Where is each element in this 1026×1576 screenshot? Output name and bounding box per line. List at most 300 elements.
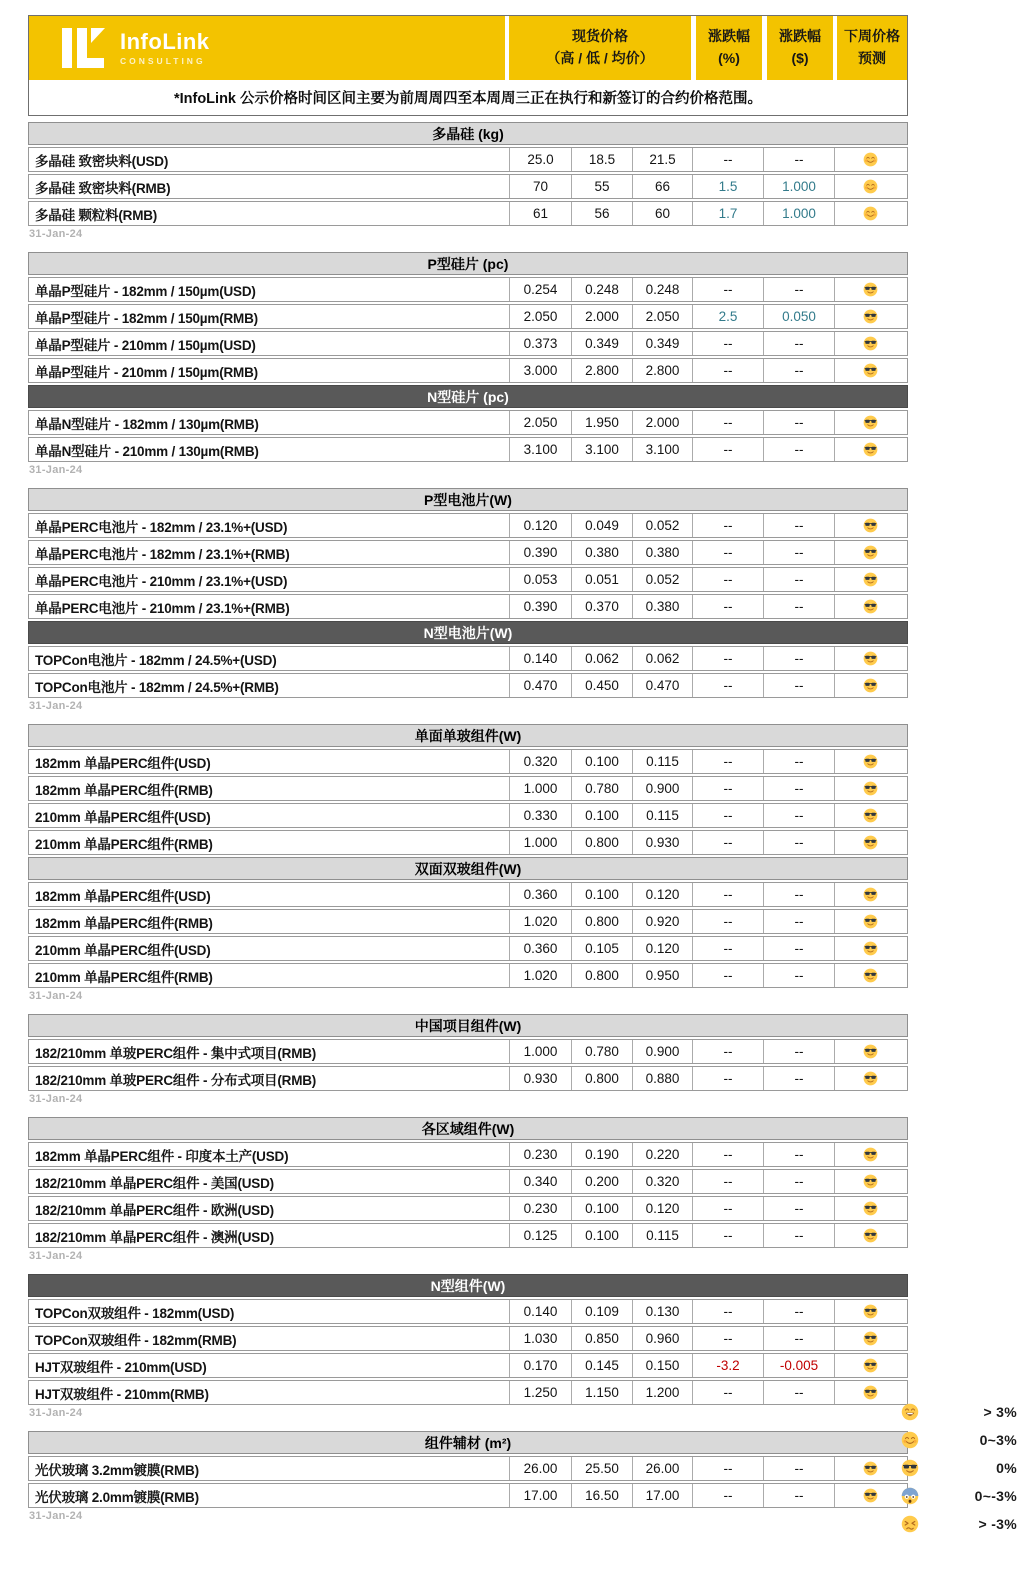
legend-item bbox=[901, 1513, 1021, 1534]
change-pct-cell: -- bbox=[692, 1484, 763, 1507]
change-usd-cell: -- bbox=[763, 1457, 834, 1480]
price-avg-cell: 0.115 bbox=[632, 750, 692, 773]
table-row bbox=[28, 304, 908, 329]
change-pct-cell: -- bbox=[692, 1067, 763, 1090]
price-low-cell: 2.800 bbox=[571, 359, 632, 382]
logo bbox=[29, 16, 505, 80]
table-row bbox=[28, 646, 908, 671]
table-row bbox=[28, 749, 908, 774]
change-usd-cell: -- bbox=[763, 750, 834, 773]
price-avg-cell: 60 bbox=[632, 202, 692, 225]
change-pct-cell: -- bbox=[692, 674, 763, 697]
price-high-cell: 26.00 bbox=[509, 1457, 571, 1480]
smile-emoji-icon bbox=[901, 1431, 919, 1449]
sunglasses-emoji-icon bbox=[863, 336, 878, 351]
price-high-cell: 0.170 bbox=[509, 1354, 571, 1377]
forecast-cell bbox=[834, 305, 906, 328]
sunglasses-emoji-icon bbox=[863, 599, 878, 614]
spot-price-subtitle: （高 / 低 / 均价） bbox=[546, 50, 654, 66]
legend-label: 0% bbox=[996, 1459, 1017, 1476]
change-pct-cell: -- bbox=[692, 332, 763, 355]
change-usd-cell: -- bbox=[763, 804, 834, 827]
forecast-cell bbox=[834, 674, 906, 697]
product-name: 182/210mm 单晶PERC组件 - 澳洲(USD) bbox=[35, 1229, 274, 1245]
forecast-cell bbox=[834, 514, 906, 537]
change-pct-cell: -- bbox=[692, 541, 763, 564]
sunglasses-emoji-icon bbox=[863, 941, 878, 956]
section-header: 单面单玻组件(W) bbox=[28, 724, 908, 747]
sunglasses-emoji-icon bbox=[863, 1228, 878, 1243]
product-name: 210mm 单晶PERC组件(RMB) bbox=[35, 969, 213, 985]
section-header: N型硅片 (pc) bbox=[28, 385, 908, 408]
change-usd-cell: -- bbox=[763, 777, 834, 800]
price-high-cell: 1.030 bbox=[509, 1327, 571, 1350]
sunglasses-emoji-icon bbox=[863, 1331, 878, 1346]
section-header: 组件辅材 (m²) bbox=[28, 1431, 908, 1454]
disclaimer-note: *InfoLink 公示价格时间区间主要为前周周四至本周周三正在执行和新签订的合约价格范围。 bbox=[29, 80, 907, 115]
forecast-cell bbox=[834, 1040, 906, 1063]
product-name: 光伏玻璃 2.0mm镀膜(RMB) bbox=[35, 1489, 199, 1505]
forecast-cell bbox=[834, 1327, 906, 1350]
forecast-cell bbox=[834, 202, 906, 225]
change-usd-cell: -- bbox=[763, 883, 834, 906]
product-name: 210mm 单晶PERC组件(USD) bbox=[35, 942, 211, 958]
product-name: HJT双玻组件 - 210mm(USD) bbox=[35, 1359, 207, 1375]
price-low-cell: 0.100 bbox=[571, 1224, 632, 1247]
product-name: 单晶N型硅片 - 210mm / 130µm(RMB) bbox=[35, 443, 259, 459]
product-name: 多晶硅 颗粒料(RMB) bbox=[35, 207, 158, 223]
change-usd-cell: -- bbox=[763, 831, 834, 854]
price-avg-cell: 0.120 bbox=[632, 1197, 692, 1220]
table-row bbox=[28, 1142, 908, 1167]
price-high-cell: 0.360 bbox=[509, 937, 571, 960]
price-high-cell: 1.250 bbox=[509, 1381, 571, 1404]
sunglasses-emoji-icon bbox=[863, 1174, 878, 1189]
table-row bbox=[28, 331, 908, 356]
price-high-cell: 0.120 bbox=[509, 514, 571, 537]
price-avg-cell: 21.5 bbox=[632, 148, 692, 171]
price-high-cell: 2.050 bbox=[509, 305, 571, 328]
sunglasses-emoji-icon bbox=[863, 1201, 878, 1216]
product-name: 单晶P型硅片 - 210mm / 150µm(RMB) bbox=[35, 364, 258, 380]
table-row bbox=[28, 540, 908, 565]
product-name: TOPCon电池片 - 182mm / 24.5%+(USD) bbox=[35, 652, 277, 668]
price-avg-cell: 0.880 bbox=[632, 1067, 692, 1090]
price-low-cell: 0.370 bbox=[571, 595, 632, 618]
sunglasses-emoji-icon bbox=[863, 1044, 878, 1059]
table-row bbox=[28, 673, 908, 698]
forecast-cell bbox=[834, 1197, 906, 1220]
change-usd-cell: -- bbox=[763, 332, 834, 355]
price-avg-cell: 2.800 bbox=[632, 359, 692, 382]
product-name: 单晶N型硅片 - 182mm / 130µm(RMB) bbox=[35, 416, 259, 432]
change-usd-cell: -- bbox=[763, 1170, 834, 1193]
price-avg-cell: 0.380 bbox=[632, 595, 692, 618]
change-usd-cell: -- bbox=[763, 148, 834, 171]
forecast-cell bbox=[834, 777, 906, 800]
forecast-cell bbox=[834, 1300, 906, 1323]
price-high-cell: 0.254 bbox=[509, 278, 571, 301]
sunglasses-emoji-icon bbox=[863, 968, 878, 983]
change-usd-cell: -- bbox=[763, 937, 834, 960]
sunglasses-emoji-icon bbox=[863, 887, 878, 902]
forecast-cell bbox=[834, 1457, 906, 1480]
change-pct-cell: -- bbox=[692, 438, 763, 461]
price-low-cell: 2.000 bbox=[571, 305, 632, 328]
forecast-cell bbox=[834, 831, 906, 854]
price-low-cell: 0.349 bbox=[571, 332, 632, 355]
price-high-cell: 0.360 bbox=[509, 883, 571, 906]
price-high-cell: 1.000 bbox=[509, 777, 571, 800]
change-pct-cell: -- bbox=[692, 1381, 763, 1404]
product-name: 光伏玻璃 3.2mm镀膜(RMB) bbox=[35, 1462, 199, 1478]
change-usd-cell: 0.050 bbox=[763, 305, 834, 328]
column-header-change-pct: 涨跌幅 (%) bbox=[696, 16, 762, 80]
confounded-emoji-icon bbox=[901, 1515, 919, 1533]
sunglasses-emoji-icon bbox=[863, 781, 878, 796]
product-name: 单晶PERC电池片 - 182mm / 23.1%+(RMB) bbox=[35, 546, 290, 562]
table-row bbox=[28, 1483, 908, 1508]
sunglasses-emoji-icon bbox=[863, 1461, 878, 1476]
price-low-cell: 0.780 bbox=[571, 777, 632, 800]
price-high-cell: 0.390 bbox=[509, 541, 571, 564]
price-avg-cell: 2.050 bbox=[632, 305, 692, 328]
product-name: 单晶P型硅片 - 182mm / 150µm(RMB) bbox=[35, 310, 258, 326]
table-row bbox=[28, 1326, 908, 1351]
change-usd-cell: -- bbox=[763, 411, 834, 434]
change-usd-cell: -- bbox=[763, 910, 834, 933]
brand-name: InfoLink bbox=[120, 29, 210, 55]
price-low-cell: 0.100 bbox=[571, 883, 632, 906]
price-avg-cell: 0.950 bbox=[632, 964, 692, 987]
forecast-cell bbox=[834, 359, 906, 382]
legend-item bbox=[901, 1485, 1021, 1506]
price-low-cell: 0.051 bbox=[571, 568, 632, 591]
price-avg-cell: 0.380 bbox=[632, 541, 692, 564]
sunglasses-emoji-icon bbox=[863, 363, 878, 378]
sunglasses-emoji-icon bbox=[863, 415, 878, 430]
sunglasses-emoji-icon bbox=[863, 754, 878, 769]
legend-item bbox=[901, 1457, 1021, 1478]
price-low-cell: 55 bbox=[571, 175, 632, 198]
change-pct-cell: -- bbox=[692, 514, 763, 537]
price-report bbox=[28, 15, 908, 1534]
table-row bbox=[28, 410, 908, 435]
forecast-cell bbox=[834, 332, 906, 355]
forecast-cell bbox=[834, 278, 906, 301]
price-high-cell: 25.0 bbox=[509, 148, 571, 171]
forecast-cell bbox=[834, 595, 906, 618]
sunglasses-emoji-icon bbox=[863, 835, 878, 850]
change-pct-cell: -- bbox=[692, 1170, 763, 1193]
change-pct-cell: -- bbox=[692, 1457, 763, 1480]
price-low-cell: 0.780 bbox=[571, 1040, 632, 1063]
change-pct-cell: -- bbox=[692, 1040, 763, 1063]
change-usd-cell: -- bbox=[763, 438, 834, 461]
product-name: 182/210mm 单晶PERC组件 - 美国(USD) bbox=[35, 1175, 274, 1191]
price-low-cell: 0.248 bbox=[571, 278, 632, 301]
price-low-cell: 0.800 bbox=[571, 910, 632, 933]
price-avg-cell: 66 bbox=[632, 175, 692, 198]
sunglasses-emoji-icon bbox=[863, 1147, 878, 1162]
legend-label: > 3% bbox=[983, 1403, 1017, 1420]
date-stamp: 31-Jan-24 bbox=[29, 1510, 83, 1522]
change-pct-cell: -- bbox=[692, 1143, 763, 1166]
forecast-cell bbox=[834, 964, 906, 987]
product-name: 182mm 单晶PERC组件(USD) bbox=[35, 888, 211, 904]
change-pct-cell: 2.5 bbox=[692, 305, 763, 328]
change-pct-cell: -- bbox=[692, 910, 763, 933]
smile-emoji-icon bbox=[863, 179, 878, 194]
section-header: P型硅片 (pc) bbox=[28, 252, 908, 275]
table-row bbox=[28, 882, 908, 907]
product-name: TOPCon双玻组件 - 182mm(USD) bbox=[35, 1305, 235, 1321]
table-row bbox=[28, 963, 908, 988]
table-row bbox=[28, 174, 908, 199]
change-pct-cell: -- bbox=[692, 1300, 763, 1323]
change-usd-cell: -- bbox=[763, 1327, 834, 1350]
change-usd-cell: -- bbox=[763, 595, 834, 618]
table-row bbox=[28, 513, 908, 538]
price-table-body bbox=[28, 122, 908, 1522]
change-usd-cell: 1.000 bbox=[763, 175, 834, 198]
change-pct-cell: -- bbox=[692, 750, 763, 773]
change-usd-cell: -- bbox=[763, 964, 834, 987]
price-high-cell: 0.390 bbox=[509, 595, 571, 618]
product-name: 单晶PERC电池片 - 210mm / 23.1%+(USD) bbox=[35, 573, 288, 589]
price-high-cell: 3.000 bbox=[509, 359, 571, 382]
table-row bbox=[28, 567, 908, 592]
date-stamp: 31-Jan-24 bbox=[29, 1407, 83, 1419]
sunglasses-emoji-icon bbox=[863, 1385, 878, 1400]
change-usd-cell: -- bbox=[763, 541, 834, 564]
forecast-cell bbox=[834, 1143, 906, 1166]
forecast-cell bbox=[834, 1067, 906, 1090]
table-row bbox=[28, 358, 908, 383]
price-avg-cell: 26.00 bbox=[632, 1457, 692, 1480]
forecast-cell bbox=[834, 937, 906, 960]
table-row bbox=[28, 936, 908, 961]
section-header: 各区域组件(W) bbox=[28, 1117, 908, 1140]
price-avg-cell: 0.115 bbox=[632, 804, 692, 827]
price-low-cell: 3.100 bbox=[571, 438, 632, 461]
price-low-cell: 0.850 bbox=[571, 1327, 632, 1350]
column-header-spot-price bbox=[509, 16, 691, 80]
sunglasses-emoji-icon bbox=[863, 309, 878, 324]
price-high-cell: 0.320 bbox=[509, 750, 571, 773]
product-name: 182/210mm 单玻PERC组件 - 分布式项目(RMB) bbox=[35, 1072, 317, 1088]
table-row bbox=[28, 803, 908, 828]
section-header: 中国项目组件(W) bbox=[28, 1014, 908, 1037]
change-usd-cell: -- bbox=[763, 1067, 834, 1090]
product-name: 单晶P型硅片 - 210mm / 150µm(USD) bbox=[35, 337, 256, 353]
forecast-cell bbox=[834, 1381, 906, 1404]
legend-label: 0~-3% bbox=[974, 1487, 1017, 1504]
product-name: 182mm 单晶PERC组件 - 印度本土产(USD) bbox=[35, 1148, 289, 1164]
sunglasses-emoji-icon bbox=[863, 1488, 878, 1503]
price-avg-cell: 1.200 bbox=[632, 1381, 692, 1404]
change-pct-cell: -- bbox=[692, 883, 763, 906]
price-avg-cell: 0.320 bbox=[632, 1170, 692, 1193]
sunglasses-emoji-icon bbox=[863, 914, 878, 929]
forecast-cell bbox=[834, 438, 906, 461]
sunglasses-emoji-icon bbox=[863, 442, 878, 457]
table-row bbox=[28, 1456, 908, 1481]
date-stamp: 31-Jan-24 bbox=[29, 1093, 83, 1105]
sunglasses-emoji-icon bbox=[863, 1304, 878, 1319]
section-header: 双面双玻组件(W) bbox=[28, 857, 908, 880]
price-low-cell: 0.450 bbox=[571, 674, 632, 697]
section-header: N型组件(W) bbox=[28, 1274, 908, 1297]
price-low-cell: 0.100 bbox=[571, 1197, 632, 1220]
price-low-cell: 0.100 bbox=[571, 804, 632, 827]
price-high-cell: 1.000 bbox=[509, 831, 571, 854]
change-pct-cell: -- bbox=[692, 1327, 763, 1350]
product-name: TOPCon双玻组件 - 182mm(RMB) bbox=[35, 1332, 237, 1348]
change-pct-cell: -- bbox=[692, 777, 763, 800]
forecast-cell bbox=[834, 148, 906, 171]
product-name: 210mm 单晶PERC组件(USD) bbox=[35, 809, 211, 825]
forecast-cell bbox=[834, 883, 906, 906]
logo-text bbox=[120, 30, 210, 65]
product-name: 182mm 单晶PERC组件(RMB) bbox=[35, 782, 213, 798]
price-avg-cell: 0.220 bbox=[632, 1143, 692, 1166]
price-avg-cell: 0.920 bbox=[632, 910, 692, 933]
price-high-cell: 1.020 bbox=[509, 910, 571, 933]
sunglasses-emoji-icon bbox=[863, 572, 878, 587]
price-avg-cell: 0.248 bbox=[632, 278, 692, 301]
price-high-cell: 1.000 bbox=[509, 1040, 571, 1063]
date-stamp: 31-Jan-24 bbox=[29, 700, 83, 712]
price-low-cell: 16.50 bbox=[571, 1484, 632, 1507]
sunglasses-emoji-icon bbox=[863, 651, 878, 666]
sunglasses-emoji-icon bbox=[863, 282, 878, 297]
legend-label: > -3% bbox=[978, 1515, 1017, 1532]
forecast-cell bbox=[834, 750, 906, 773]
price-high-cell: 0.230 bbox=[509, 1197, 571, 1220]
spot-price-title: 现货价格 bbox=[572, 28, 628, 45]
price-avg-cell: 0.900 bbox=[632, 1040, 692, 1063]
sunglasses-emoji-icon bbox=[863, 1358, 878, 1373]
price-avg-cell: 0.120 bbox=[632, 937, 692, 960]
change-usd-cell: -- bbox=[763, 1381, 834, 1404]
price-high-cell: 1.020 bbox=[509, 964, 571, 987]
sunglasses-emoji-icon bbox=[863, 545, 878, 560]
column-header-forecast: 下周价格 预测 bbox=[837, 16, 907, 80]
change-pct-cell: -- bbox=[692, 647, 763, 670]
forecast-cell bbox=[834, 541, 906, 564]
price-avg-cell: 0.052 bbox=[632, 514, 692, 537]
change-usd-cell: -- bbox=[763, 1300, 834, 1323]
table-row bbox=[28, 1299, 908, 1324]
column-header-change-usd: 涨跌幅 ($) bbox=[767, 16, 833, 80]
price-avg-cell: 0.470 bbox=[632, 674, 692, 697]
product-name: 182mm 单晶PERC组件(USD) bbox=[35, 755, 211, 771]
product-name: 210mm 单晶PERC组件(RMB) bbox=[35, 836, 213, 852]
product-name: 多晶硅 致密块料(USD) bbox=[35, 153, 169, 169]
price-avg-cell: 0.900 bbox=[632, 777, 692, 800]
legend-item bbox=[901, 1401, 1021, 1422]
price-low-cell: 0.105 bbox=[571, 937, 632, 960]
smile-emoji-icon bbox=[863, 206, 878, 221]
price-high-cell: 0.340 bbox=[509, 1170, 571, 1193]
product-name: TOPCon电池片 - 182mm / 24.5%+(RMB) bbox=[35, 679, 279, 695]
table-row bbox=[28, 201, 908, 226]
sunglasses-emoji-icon bbox=[863, 678, 878, 693]
price-high-cell: 0.373 bbox=[509, 332, 571, 355]
change-usd-cell: -- bbox=[763, 1040, 834, 1063]
price-low-cell: 56 bbox=[571, 202, 632, 225]
table-row bbox=[28, 1066, 908, 1091]
change-usd-cell: -- bbox=[763, 1224, 834, 1247]
price-high-cell: 0.125 bbox=[509, 1224, 571, 1247]
table-row bbox=[28, 1039, 908, 1064]
date-stamp: 31-Jan-24 bbox=[29, 1250, 83, 1262]
table-row bbox=[28, 594, 908, 619]
product-name: 单晶P型硅片 - 182mm / 150µm(USD) bbox=[35, 283, 256, 299]
legend-item bbox=[901, 1429, 1021, 1450]
price-high-cell: 0.330 bbox=[509, 804, 571, 827]
change-pct-cell: -- bbox=[692, 804, 763, 827]
price-low-cell: 1.150 bbox=[571, 1381, 632, 1404]
change-usd-cell: -- bbox=[763, 278, 834, 301]
sunglasses-emoji-icon bbox=[863, 1071, 878, 1086]
product-name: 多晶硅 致密块料(RMB) bbox=[35, 180, 171, 196]
change-usd-cell: -- bbox=[763, 1197, 834, 1220]
forecast-cell bbox=[834, 1354, 906, 1377]
price-high-cell: 2.050 bbox=[509, 411, 571, 434]
price-avg-cell: 0.349 bbox=[632, 332, 692, 355]
forecast-cell bbox=[834, 1170, 906, 1193]
forecast-cell bbox=[834, 568, 906, 591]
change-pct-cell: -- bbox=[692, 411, 763, 434]
table-row bbox=[28, 1353, 908, 1378]
product-name: 单晶PERC电池片 - 182mm / 23.1%+(USD) bbox=[35, 519, 288, 535]
section-header: P型电池片(W) bbox=[28, 488, 908, 511]
price-low-cell: 0.190 bbox=[571, 1143, 632, 1166]
change-usd-cell: -- bbox=[763, 674, 834, 697]
table-row bbox=[28, 830, 908, 855]
table-row bbox=[28, 776, 908, 801]
price-low-cell: 0.800 bbox=[571, 831, 632, 854]
change-pct-cell: -- bbox=[692, 831, 763, 854]
sunglasses-emoji-icon bbox=[863, 808, 878, 823]
sunglasses-emoji-icon bbox=[901, 1459, 919, 1477]
legend-label: 0~3% bbox=[979, 1431, 1017, 1448]
price-low-cell: 0.200 bbox=[571, 1170, 632, 1193]
change-usd-cell: -- bbox=[763, 1143, 834, 1166]
price-high-cell: 0.930 bbox=[509, 1067, 571, 1090]
price-low-cell: 0.380 bbox=[571, 541, 632, 564]
change-pct-cell: 1.7 bbox=[692, 202, 763, 225]
change-usd-cell: 1.000 bbox=[763, 202, 834, 225]
header-row bbox=[29, 16, 907, 80]
forecast-legend bbox=[901, 1401, 1021, 1541]
change-usd-cell: -- bbox=[763, 359, 834, 382]
date-stamp: 31-Jan-24 bbox=[29, 228, 83, 240]
forecast-cell bbox=[834, 411, 906, 434]
date-stamp: 31-Jan-24 bbox=[29, 464, 83, 476]
price-high-cell: 0.470 bbox=[509, 674, 571, 697]
change-pct-cell: -- bbox=[692, 148, 763, 171]
price-low-cell: 0.100 bbox=[571, 750, 632, 773]
big-smile-emoji-icon bbox=[901, 1403, 919, 1421]
change-pct-cell: -- bbox=[692, 937, 763, 960]
price-low-cell: 0.062 bbox=[571, 647, 632, 670]
price-high-cell: 0.140 bbox=[509, 1300, 571, 1323]
price-avg-cell: 0.130 bbox=[632, 1300, 692, 1323]
price-avg-cell: 0.052 bbox=[632, 568, 692, 591]
